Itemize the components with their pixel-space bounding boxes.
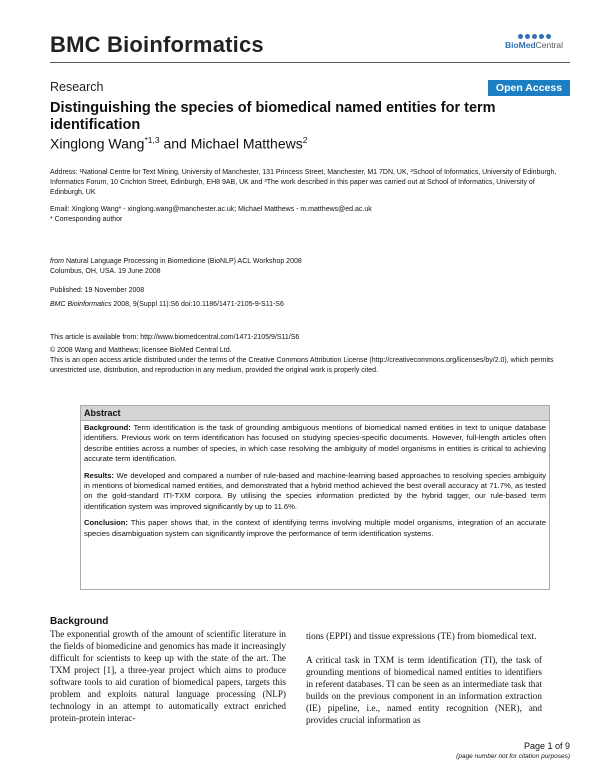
workshop-info [50,257,302,277]
header-divider [50,62,570,63]
article-title: Distinguishing the species of biomedical named entities for term identification [50,100,496,133]
page-note: (page number not for citation purposes) [456,753,570,760]
author-2[interactable]: Michael Matthews [190,135,303,152]
body-column-left [50,616,286,724]
abstract-box [80,405,550,590]
page-number: Page 1 of 9 [523,741,570,751]
citation [50,300,284,310]
abstract-conclusion: Conclusion: This paper shows that, in the context of identifying terms involving multiple model organisms, integration of an accurate species disambiguation system can significantly improve the performance of term identification systems. [84,518,546,538]
author-2-affiliation: 2 [302,135,308,145]
abstract-background: Background: Term identification is the task of grounding ambiguous mentions of biomedical named entities in text to unique database identifiers. Previous work on term identification has focused on studying species-specific documents. However, full-length articles often describe entities across a number of species, in which case resolving the ambiguity of model organisms in entities is critical to achieving accurate term identification. [84,423,546,464]
authors [50,135,307,152]
background-heading: Background [50,616,109,627]
author-1-affiliation: *1,3 [144,135,160,145]
copyright: © 2008 Wang and Matthews; licensee BioMed Central Ltd. [50,347,232,354]
logo-dots-icon [500,34,568,39]
workshop-name: Natural Language Processing in Biomedicine (BioNLP) ACL Workshop 2008 [64,258,302,265]
section-label: Research [50,80,104,94]
citation-journal: BMC Bioinformatics [50,301,112,308]
publisher-logo [500,34,568,50]
background-paragraph: The exponential growth of the amount of scientific literature in the fields of biomedicine and genomics has made it increasingly difficult for scientists to keep up with the state of the art. The TXM project [1], a three-year project which aims to produce software tools to aid curation of biomedical papers, targets this problem and exploits natural language processing (NLP) technology in an attempt to automatically extract enriched protein-protein interac- [50,629,286,723]
author-1[interactable]: Xinglong Wang [50,135,145,152]
corresponding-note: * Corresponding author [50,216,123,223]
affiliations: Address: ¹National Centre for Text Mining, University of Manchester, 131 Princess Street, Manchester, M1 7DN, UK, ²School of Informatics, University of Edinburgh, Informatics Forum, 10 Crichton Street, Edinburgh, EH8 9AB, UK and ³The work described in this paper was carried out at School of Informatics, University of Edinburgh, UK [50,169,557,196]
paragraph-continued: tions (EPPI) and tissue expressions (TE) from biomedical text. [306,631,537,641]
author-joiner: and [159,135,191,152]
paragraph-term-identification: A critical task in TXM is term identification (TI), the task of grounding mentions of biomedical named entities to identifiers in referent databases. TI can be seen as an intermediate task that builds on the previous component in an information extraction (IE) pipeline, i.e., named entity recognition (NER), and provides crucial information as [306,655,542,725]
from-label: from [50,258,64,265]
published-date: Published: 19 November 2008 [50,287,145,294]
open-access-badge: Open Access [488,80,570,96]
email-line[interactable]: Email: Xinglong Wang* - xinglong.wang@manchester.ac.uk; Michael Matthews - m.matthews@ed.ac.uk [50,206,372,213]
abstract-results: Results: We developed and compared a number of rule-based and machine-learning based approaches to resolving species ambiguity in mentions of biomedical named entities, and demonstrated that a hybrid method achieved the best overall accuracy at 71.7%, as tested on the gold-standard ITI-TXM corpora. By utilising the species information predicted by the hybrid tagger, our rule-based term identification system was improved significantly by up to 11.6%. [84,470,546,511]
body-column-right [306,630,542,738]
license-text: This is an open access article distributed under the terms of the Creative Commons Attribution License (http://creativecommons.org/licenses/by/2.0), which permits unrestricted use, distribution, and reproduction in any medium, provided the original work is properly cited. [50,357,554,374]
logo-wordmark: BioMedCentral [504,40,564,50]
journal-title: BMC Bioinformatics [50,32,264,57]
citation-details: 2008, 9(Suppl 11):S6 doi:10.1186/1471-2105-9-S11-S6 [111,301,284,308]
workshop-location: Columbus, OH, USA. 19 June 2008 [50,268,161,275]
abstract-heading: Abstract [81,406,549,421]
article-url[interactable]: This article is available from: http://www.biomedcentral.com/1471-2105/9/S11/S6 [50,334,300,341]
